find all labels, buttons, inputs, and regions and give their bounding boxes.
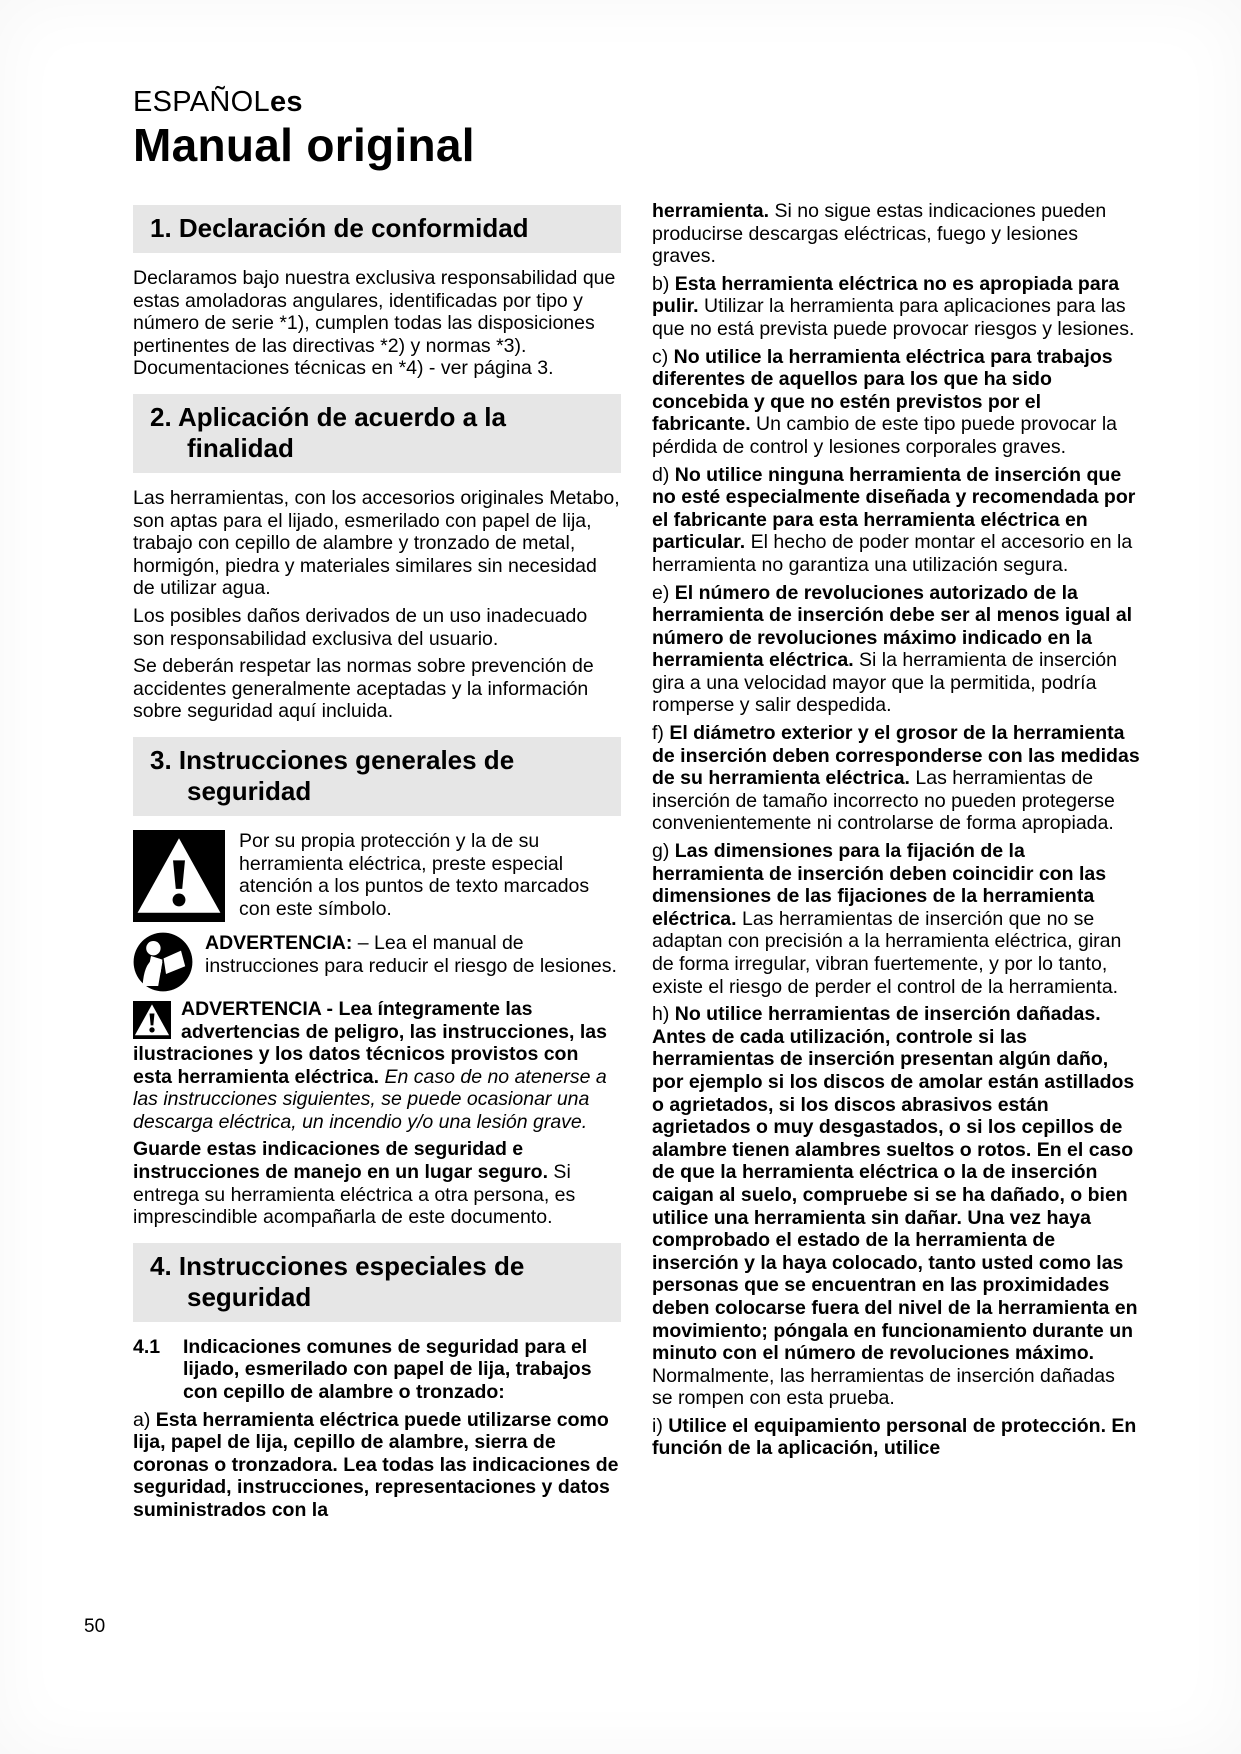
item-rest: Utilizar la herramienta para aplicaciones para las que no está prevista puede provocar riesgos y lesiones. <box>652 295 1135 340</box>
continued-rest: Si no sigue estas indicaciones pueden producirse descargas eléctricas, fuego y lesiones graves. <box>652 200 1107 268</box>
warning-symbol-text: Por su propia protección y la de su herramienta eléctrica, preste especial atención a los puntos de texto marcados con este símbolo. <box>239 829 590 920</box>
item-letter: g) <box>652 840 675 863</box>
page-number: 50 <box>84 1616 106 1637</box>
item-rest: Si la herramienta de inserción gira a una velocidad mayor que la permitida, podría romperse y salir despedida. <box>652 649 1117 717</box>
safety-item-b <box>652 273 1140 341</box>
section-heading-4 <box>133 1243 621 1322</box>
general-warning-bold: ADVERTENCIA - Lea íntegramente las advertencias de peligro, las instrucciones, las ilustraciones y los datos técnicos provistos con esta herramienta eléctrica. <box>133 997 607 1088</box>
item-rest: Las herramientas de inserción de tamaño incorrecto no pueden protegerse convenientemente ni controlarse de forma apropiada. <box>652 767 1115 835</box>
item-letter: c) <box>652 345 674 368</box>
item-letter: h) <box>652 1003 675 1026</box>
section-heading-2 <box>133 394 621 473</box>
item-bold: El diámetro exterior y el grosor de la herramienta de inserción deben corresponderse con las medidas de su herramienta eléctrica. <box>652 722 1140 790</box>
language-label <box>133 86 475 119</box>
item-letter: e) <box>652 581 675 604</box>
section-3-title: 3. Instrucciones generales de seguridad <box>150 744 515 806</box>
item-bold: No utilice ninguna herramienta de inserción que no esté especialmente diseñada y recomendada por el fabricante para esta herramienta eléctrica en particular. <box>652 463 1136 554</box>
safety-item-i <box>652 1415 1140 1460</box>
safety-item-d <box>652 464 1140 577</box>
declaration-paragraph: Declaramos bajo nuestra exclusiva responsabilidad que estas amoladoras angulares, identificadas por tipo y número de serie *1), cumplen todas las disposiciones pertinentes de las directivas *2) y normas *3). Documentaciones técnicas en *4) - ver página 3. <box>133 267 616 380</box>
read-manual-icon <box>133 932 193 992</box>
safety-item-a <box>133 1409 621 1522</box>
two-column-layout <box>133 200 1141 1527</box>
safety-item-c <box>652 346 1140 459</box>
subsection-4-1-heading <box>133 1336 621 1404</box>
item-bold: Esta herramienta eléctrica puede utilizarse como lija, papel de lija, cepillo de alambre, sierra de coronas o tronzadora. Lea todas las indicaciones de seguridad, instrucciones, representaciones y datos suministrados con la <box>133 1408 619 1521</box>
intended-use-paragraph-2: Los posibles daños derivados de un uso inadecuado son responsabilidad exclusiva del usuario. <box>133 604 588 650</box>
item-bold: Las dimensiones para la fijación de la herramienta de inserción deben coincidir con las dimensiones de las fijaciones de la herramienta eléctrica. <box>652 840 1107 930</box>
keep-instructions-bold: Guarde estas indicaciones de seguridad e instrucciones de manejo en un lugar seguro. <box>133 1138 549 1184</box>
keep-instructions-rest: Si entrega su herramienta eléctrica a otra persona, es imprescindible acompañarla de este documento. <box>133 1161 576 1229</box>
masthead <box>133 86 475 169</box>
item-rest: Normalmente, las herramientas de inserción dañadas se rompen con esta prueba. <box>652 1364 1115 1410</box>
item-letter: a) <box>133 1408 156 1431</box>
intended-use-paragraph-3: Se deberán respetar las normas sobre prevención de accidentes generalmente aceptadas y la información sobre seguridad aquí incluida. <box>133 655 594 723</box>
column-right <box>652 200 1140 1465</box>
item-rest: El hecho de poder montar el accesorio en la herramienta no garantiza una utilización segura. <box>652 531 1133 576</box>
warning-symbol-note <box>133 830 621 922</box>
read-manual-text <box>205 932 621 992</box>
subsection-title: Indicaciones comunes de seguridad para el lijado, esmerilado con papel de lija, trabajos con cepillo de alambre o tronzado: <box>183 1335 592 1404</box>
read-manual-note <box>133 932 621 992</box>
language-main: ESPAÑOL <box>133 86 270 118</box>
continued-bold: herramienta. <box>652 200 770 222</box>
item-rest: Un cambio de este tipo puede provocar la pérdida de control y lesiones corporales graves. <box>652 413 1118 458</box>
warning-triangle-icon <box>133 830 225 922</box>
safety-item-g <box>652 840 1140 998</box>
section-4-title: 4. Instrucciones especiales de seguridad <box>150 1250 525 1312</box>
continued-paragraph <box>652 200 1140 268</box>
item-letter: i) <box>652 1414 669 1437</box>
item-bold: No utilice herramientas de inserción dañadas. Antes de cada utilización, controle si las herramientas de inserción presentan algún daño, por ejemplo si los discos de amolar están astillados o agrietados, si los discos abrasivos están agrietados o muy desgastados, o si los cepillos de alambre tienen alambres sueltos o rotos. En el caso de que la herramienta eléctrica o la de inserción caigan al suelo, compruebe si se ha dañado, o bien utilice una herramienta sin dañar. Una vez haya comprobado el estado de la herramienta de inserción y la haya colocado, tanto usted como las personas que se encuentran en las proximidades deben colocarse fuera del nivel de la herramienta en movimiento; póngala en funcionamiento durante un minuto con el número de revoluciones máximo. <box>652 1003 1138 1365</box>
general-warning-paragraph <box>133 998 621 1134</box>
item-bold: Utilice el equipamiento personal de protección. En función de la aplicación, utilice <box>652 1414 1137 1460</box>
item-bold: Esta herramienta eléctrica no es apropiada para pulir. <box>652 272 1120 318</box>
section-2-title: 2. Aplicación de acuerdo a la finalidad <box>150 401 506 463</box>
item-rest: Las herramientas de inserción que no se adaptan con precisión a la herramienta eléctrica, giran de forma irregular, vibran fuertemente, y por lo tanto, existe el riesgo de perder el control de la herramienta. <box>652 907 1122 998</box>
item-bold: No utilice la herramienta eléctrica para trabajos diferentes de aquellos para los que ha sido concebida y que no estén previstos por el fabricante. <box>652 345 1113 436</box>
section-heading-3 <box>133 737 621 816</box>
advertencia-label: ADVERTENCIA: <box>205 931 353 954</box>
read-manual-rest: – Lea el manual de instrucciones para reducir el riesgo de lesiones. <box>205 931 617 977</box>
subsection-number: 4.1 <box>133 1335 161 1358</box>
page-title: Manual original <box>133 119 475 171</box>
general-warning-italic: En caso de no atenerse a las instrucciones siguientes, se puede ocasionar una descarga eléctrica, un incendio y/o una lesión grave. <box>133 1065 607 1133</box>
language-suffix: es <box>269 86 303 118</box>
safety-item-h <box>652 1003 1140 1410</box>
item-bold: El número de revoluciones autorizado de la herramienta de inserción debe ser al menos igual al número de revoluciones máximo indicado en la herramienta eléctrica. <box>652 581 1133 672</box>
intended-use-paragraph-1: Las herramientas, con los accesorios originales Metabo, son aptas para el lijado, esmerilado con papel de lija, trabajo con cepillo de alambre y tronzado de metal, hormigón, piedra y materiales similares sin necesidad de utilizar agua. <box>133 486 620 600</box>
item-letter: d) <box>652 463 675 486</box>
item-letter: b) <box>652 272 675 295</box>
safety-item-f <box>652 722 1140 835</box>
keep-instructions-paragraph <box>133 1138 621 1228</box>
section-1-title: 1. Declaración de conformidad <box>150 213 529 243</box>
section-heading-1 <box>133 205 621 253</box>
column-left <box>133 200 621 1527</box>
item-letter: f) <box>652 722 670 745</box>
warning-triangle-small-icon <box>133 1001 171 1039</box>
safety-item-e <box>652 582 1140 718</box>
